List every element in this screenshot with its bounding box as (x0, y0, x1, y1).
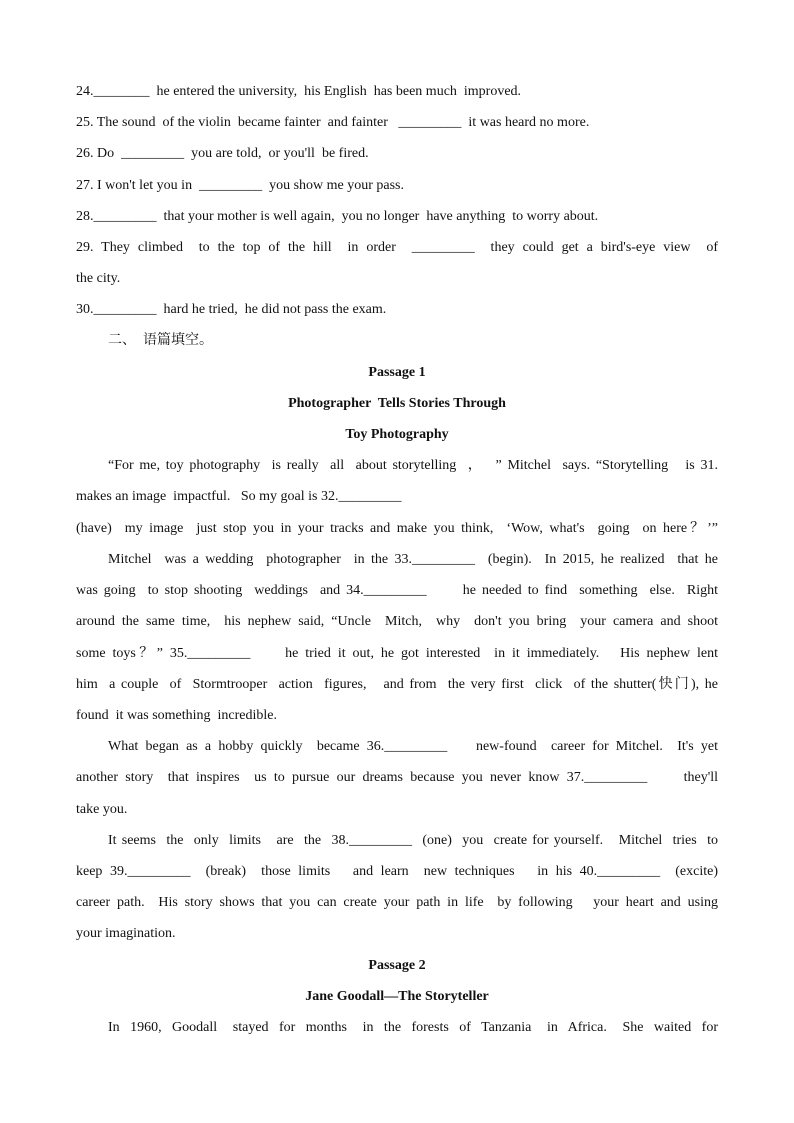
paragraph-line: career path. His story shows that you can create your path in life by following your heart and using (76, 895, 718, 910)
passage-1-subtitle: Toy Photography (345, 427, 449, 442)
question-26: 26. Do _________ you are told, or you'll be fired. (76, 146, 369, 161)
question-28: 28._________ that your mother is well again, you no longer have anything to worry about. (76, 209, 599, 224)
section-heading: 二、 语篇填空。 (108, 333, 213, 348)
question-27: 27. I won't let you in _________ you show me your pass. (76, 178, 405, 193)
passage-2-title: Jane Goodall—The Storyteller (305, 989, 489, 1004)
paragraph-line: him a couple of Stormtrooper action figures, and from the very first click of the shutter(快门), he (76, 677, 718, 692)
question-25: 25. The sound of the violin became fainter and fainter _________ it was heard no more. (76, 115, 590, 130)
paragraph-line: keep 39._________ (break) those limits and learn new techniques in his 40._________ (excite) (76, 864, 718, 879)
passage-1-label: Passage 1 (368, 365, 426, 380)
paragraph-line: What began as a hobby quickly became 36._________ new-found career for Mitchel. It's yet (108, 739, 718, 754)
paragraph-line: Mitchel was a wedding photographer in the 33._________ (begin). In 2015, he realized that he (108, 552, 718, 567)
paragraph-line: “For me, toy photography is really all about storytelling ， ” Mitchel says. “Storytelling is 31. (108, 458, 718, 473)
paragraph-line: It seems the only limits are the 38._________ (one) you create for yourself. Mitchel tries to (108, 833, 718, 848)
passage-2-label: Passage 2 (368, 958, 426, 973)
passage-1-title: Photographer Tells Stories Through (288, 396, 506, 411)
paragraph-line: your imagination. (76, 926, 176, 941)
paragraph-line: makes an image impactful. So my goal is 32._________ (76, 489, 402, 504)
paragraph-line: some toys？” 35._________ he tried it out, he got interested in it immediately. His nephew lent (76, 646, 718, 661)
question-24: 24.________ he entered the university, his English has been much improved. (76, 84, 522, 99)
paragraph-line: (have) my image just stop you in your tracks and make you think, ‘Wow, what's going on here？’” (76, 521, 718, 536)
paragraph-line: was going to stop shooting weddings and 34._________ he needed to find something else. Right (76, 583, 718, 598)
question-29-cont: the city. (76, 271, 121, 286)
paragraph-line: In 1960, Goodall stayed for months in the forests of Tanzania in Africa. She waited for (108, 1020, 718, 1035)
paragraph-line: found it was something incredible. (76, 708, 278, 723)
paragraph-line: another story that inspires us to pursue our dreams because you never know 37._________ they'll (76, 770, 718, 785)
question-30: 30._________ hard he tried, he did not pass the exam. (76, 302, 387, 317)
paragraph-line: take you. (76, 802, 128, 817)
question-29: 29. They climbed to the top of the hill in order _________ they could get a bird's-eye view of (76, 240, 718, 255)
paragraph-line: around the same time, his nephew said, “Uncle Mitch, why don't you bring your camera and shoot (76, 614, 718, 629)
